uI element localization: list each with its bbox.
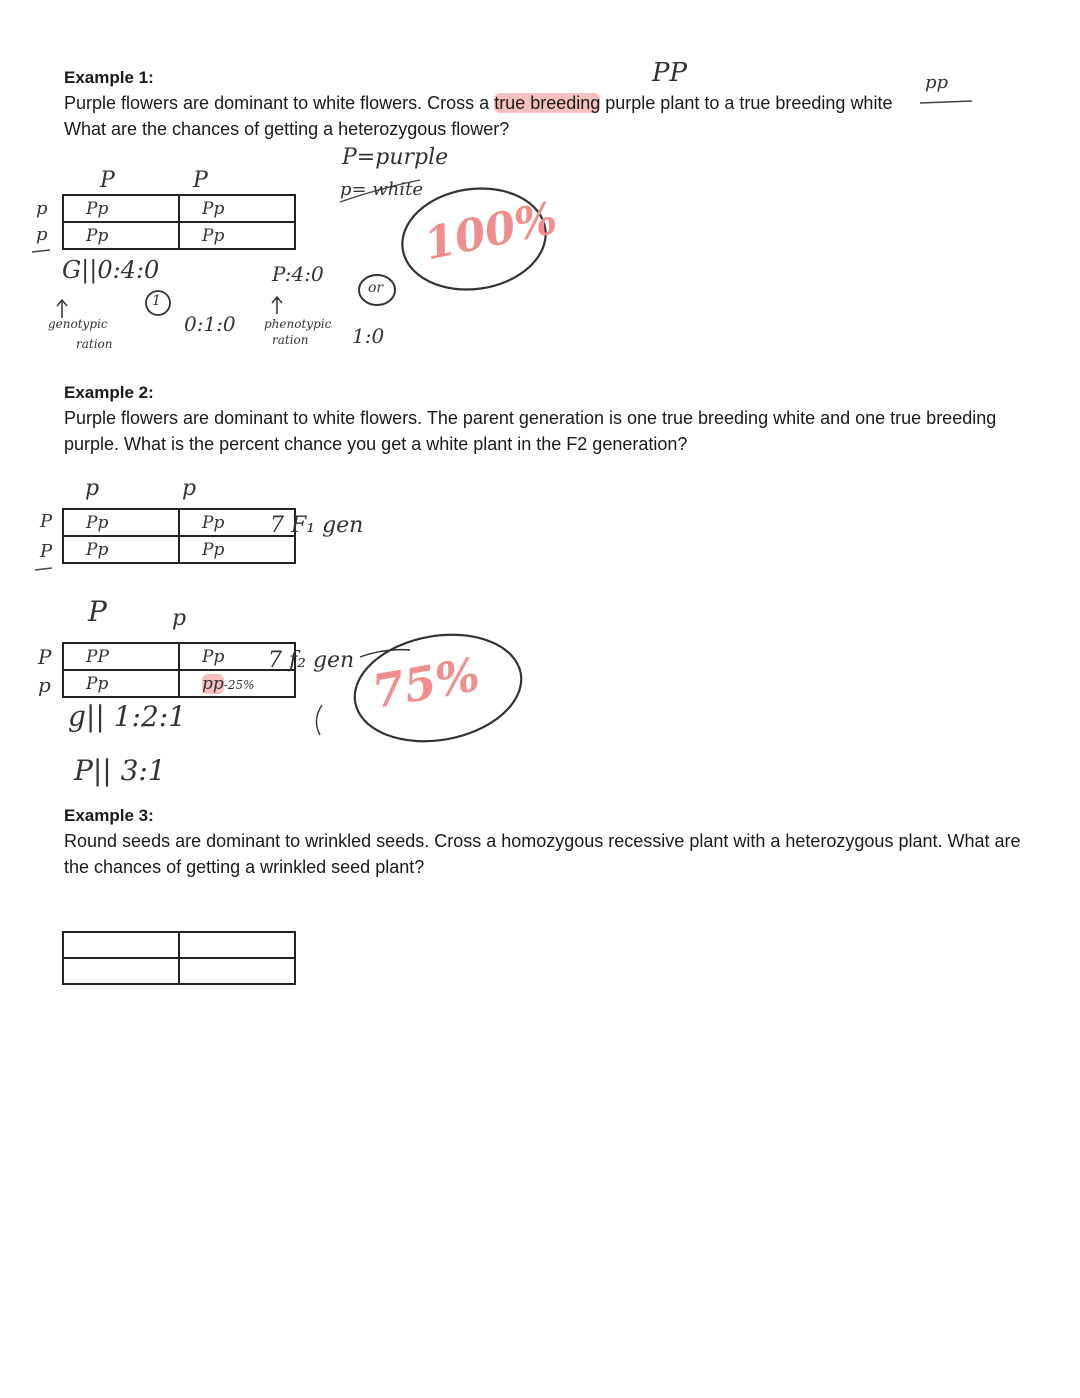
punnett-cell: Pp xyxy=(63,222,179,249)
note-pp-above: PP xyxy=(652,58,687,88)
punnett-cell: Pp xyxy=(179,536,295,563)
punnett-cell: Pp xyxy=(179,643,295,670)
ex2-f2-row1-allele: P xyxy=(38,645,52,669)
punnett-cell-text: Pp xyxy=(86,673,109,694)
ex1-phenotypic-label-2: ration xyxy=(272,333,309,347)
key-white: p= white xyxy=(340,179,423,200)
ex1-row2-allele: p xyxy=(36,224,48,245)
punnett-cell-highlighted xyxy=(179,670,295,697)
ex1-genotypic-label-2: ration xyxy=(76,337,113,351)
example-1-strike-word: white xyxy=(850,93,893,113)
punnett-square-1 xyxy=(62,194,296,250)
ex1-genotypic-ratio: G||0:4:0 xyxy=(62,256,160,284)
punnett-cell[interactable] xyxy=(63,958,179,984)
arrow-genotypic xyxy=(57,300,67,318)
ex2-f2-tag: -25% xyxy=(223,677,255,692)
ex2-f1-label: 7 F₁ gen xyxy=(270,513,364,538)
ex1-phenotypic-simplified: 1:0 xyxy=(352,324,385,348)
punnett-cell[interactable] xyxy=(63,932,179,958)
ex2-phenotypic-ratio: P|| 3:1 xyxy=(74,754,166,787)
punnett-square-3-empty[interactable] xyxy=(62,931,296,985)
ex2-f2-col2-allele: p xyxy=(172,606,187,631)
ex1-or: or xyxy=(368,280,384,296)
ex1-phenotypic-ratio: P:4:0 xyxy=(272,262,324,286)
punnett-cell: Pp xyxy=(179,195,295,222)
ex1-col1-allele: P xyxy=(100,168,115,193)
ex2-genotypic-ratio: g|| 1:2:1 xyxy=(68,700,187,733)
example-3-text: Round seeds are dominant to wrinkled seeds. Cross a homozygous recessive plant with a heterozygous plant. What are the chances of getting a wrinkled seed plant? xyxy=(64,831,1021,877)
punnett-cell: Pp xyxy=(63,536,179,563)
ex1-row1-allele: p xyxy=(36,198,48,219)
punnett-square-2-f1 xyxy=(62,508,296,564)
punnett-cell-text: pp xyxy=(202,673,224,694)
ex2-f1-col1-allele: p xyxy=(85,476,100,501)
example-1-heading: Example 1: xyxy=(64,68,154,87)
ex1-answer: 100% xyxy=(420,192,562,271)
example-1-text-part: Purple flowers are dominant to white flowers. Cross a xyxy=(64,93,495,113)
punnett-cell[interactable] xyxy=(179,958,295,984)
punnett-square-2-f2 xyxy=(62,642,296,698)
punnett-cell: Pp xyxy=(179,222,295,249)
punnett-cell: Pp xyxy=(63,195,179,222)
ex2-f1-row1-allele: P xyxy=(40,511,53,532)
ex1-phenotypic-label: phenotypic xyxy=(264,317,332,331)
example-1-text xyxy=(64,90,1024,116)
punnett-cell xyxy=(63,670,179,697)
punnett-cell: Pp xyxy=(179,509,295,536)
example-1-question: What are the chances of getting a heterozygous flower? xyxy=(64,119,510,139)
punnett-cell: PP xyxy=(63,643,179,670)
arrow-phenotypic xyxy=(272,297,282,314)
ex2-f2-row2-allele: p xyxy=(38,673,51,697)
ex2-f1-col2-allele: p xyxy=(182,476,197,501)
example-2-heading: Example 2: xyxy=(64,383,154,402)
ex2-f2-col1-allele: P xyxy=(88,595,107,628)
ex1-circled-number: 1 xyxy=(152,293,161,309)
key-purple: P=purple xyxy=(342,145,449,170)
note-pp-white: pp xyxy=(925,72,949,93)
punnett-cell: Pp xyxy=(63,509,179,536)
ex1-genotypic-simplified: 0:1:0 xyxy=(184,312,236,336)
punnett-cell[interactable] xyxy=(179,932,295,958)
ex2-answer: 75% xyxy=(368,647,484,719)
example-1-highlight: true breeding xyxy=(494,93,601,113)
ex2-f1-row2-allele: P xyxy=(40,541,53,562)
example-2-text: Purple flowers are dominant to white flowers. The parent generation is one true breeding white and one true breeding purple. What is the percent chance you get a white plant in the F2 generation? xyxy=(64,408,997,454)
ex1-col2-allele: P xyxy=(193,168,208,193)
ex2-f2-label: 7 f₂ gen xyxy=(268,648,355,673)
example-1-text-part: purple plant to a true breeding xyxy=(600,93,851,113)
ex1-genotypic-label: genotypic xyxy=(48,317,108,331)
example-3-heading: Example 3: xyxy=(64,806,154,825)
